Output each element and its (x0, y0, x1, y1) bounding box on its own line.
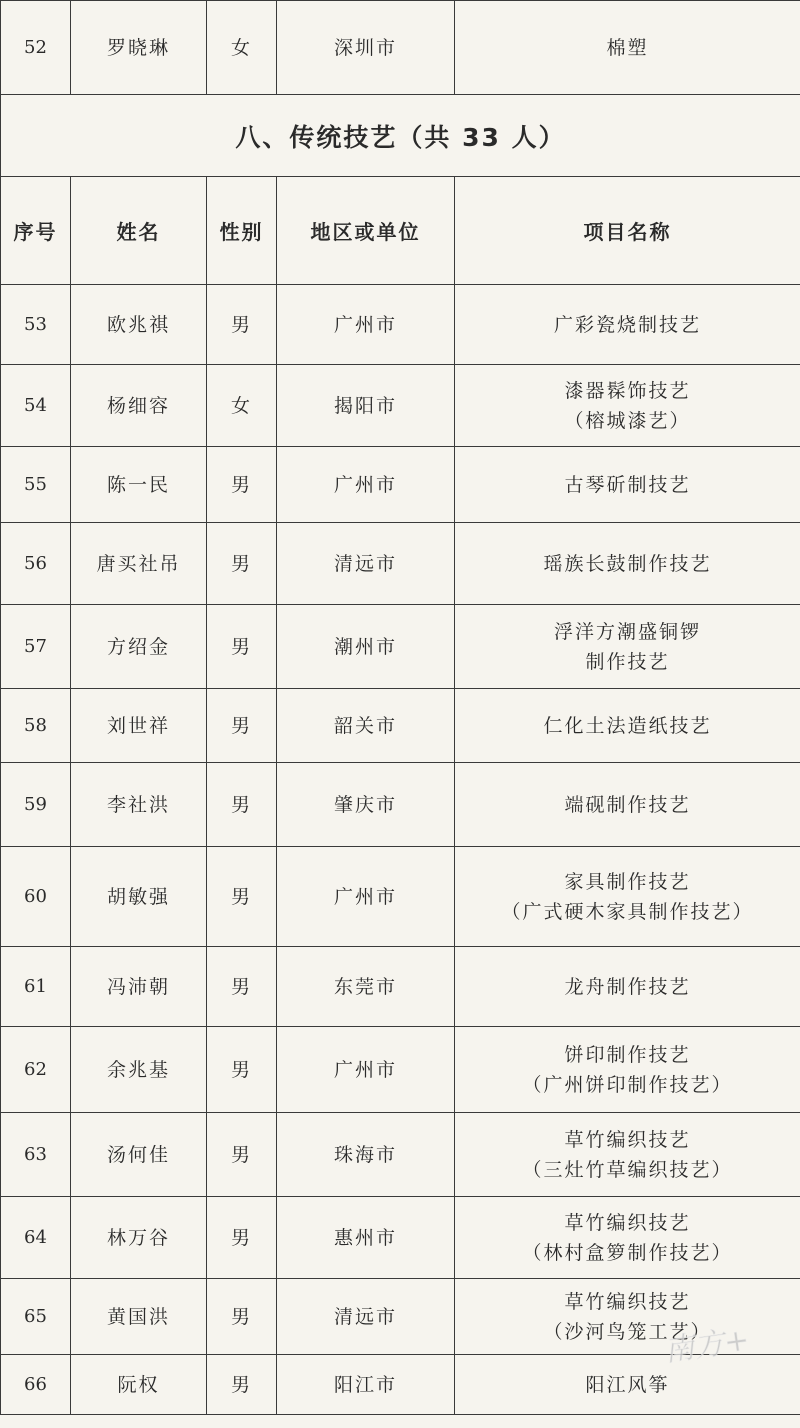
column-header-row (1, 177, 800, 285)
project-name-line: （三灶竹草编织技艺） (522, 1158, 733, 1181)
project-name (455, 689, 800, 763)
project-name-line: 仁化土法造纸技艺 (543, 714, 712, 737)
region: 清远市 (277, 1279, 455, 1355)
row-number: 64 (1, 1197, 71, 1279)
region: 珠海市 (277, 1113, 455, 1197)
project-name-line: （广州饼印制作技艺） (522, 1073, 733, 1096)
project-name-line: 饼印制作技艺 (564, 1043, 691, 1066)
gender: 男 (207, 1355, 277, 1415)
row-number: 65 (1, 1279, 71, 1355)
project-name (455, 605, 800, 689)
person-name: 余兆基 (71, 1027, 207, 1113)
project-name (455, 1197, 800, 1279)
table-row (1, 605, 800, 689)
project-name-line: 端砚制作技艺 (564, 793, 691, 816)
header-project: 项目名称 (455, 177, 800, 285)
person-name: 方绍金 (71, 605, 207, 689)
row-number: 59 (1, 763, 71, 847)
region: 清远市 (277, 523, 455, 605)
row-number: 61 (1, 947, 71, 1027)
project-name: 棉塑 (455, 1, 800, 95)
region: 广州市 (277, 847, 455, 947)
project-name (455, 1027, 800, 1113)
gender: 男 (207, 1197, 277, 1279)
project-name-line: 漆器髹饰技艺 (564, 379, 691, 402)
project-name-line: 家具制作技艺 (564, 870, 691, 893)
project-name-line: 草竹编织技艺 (564, 1290, 691, 1313)
project-name (455, 947, 800, 1027)
table-row (1, 763, 800, 847)
row-number: 66 (1, 1355, 71, 1415)
row-number: 62 (1, 1027, 71, 1113)
row-number: 52 (1, 1, 71, 95)
person-name: 罗晓琳 (71, 1, 207, 95)
project-name (455, 763, 800, 847)
person-name: 胡敏强 (71, 847, 207, 947)
gender: 男 (207, 605, 277, 689)
gender: 男 (207, 689, 277, 763)
table-row (1, 847, 800, 947)
project-name (455, 447, 800, 523)
person-name: 冯沛朝 (71, 947, 207, 1027)
project-name-line: 广彩瓷烧制技艺 (553, 313, 701, 336)
table-row (1, 947, 800, 1027)
project-name-line: 瑶族长鼓制作技艺 (543, 552, 712, 575)
header-gender: 性别 (207, 177, 277, 285)
table-row (1, 1, 800, 95)
project-name-line: 草竹编织技艺 (564, 1211, 691, 1234)
header-name: 姓名 (71, 177, 207, 285)
gender: 男 (207, 763, 277, 847)
table-row (1, 285, 800, 365)
table-row (1, 523, 800, 605)
region: 深圳市 (277, 1, 455, 95)
project-name-line: 浮洋方潮盛铜锣 (553, 620, 701, 643)
row-number: 58 (1, 689, 71, 763)
table-row (1, 447, 800, 523)
row-number: 56 (1, 523, 71, 605)
person-name: 杨细容 (71, 365, 207, 447)
person-name: 欧兆祺 (71, 285, 207, 365)
region: 阳江市 (277, 1355, 455, 1415)
project-name-line: （榕城漆艺） (564, 409, 691, 432)
gender: 男 (207, 1279, 277, 1355)
table-row (1, 365, 800, 447)
gender: 男 (207, 285, 277, 365)
person-name: 汤何佳 (71, 1113, 207, 1197)
person-name: 唐买社吊 (71, 523, 207, 605)
region: 广州市 (277, 285, 455, 365)
gender: 女 (207, 365, 277, 447)
row-number: 60 (1, 847, 71, 947)
person-name: 陈一民 (71, 447, 207, 523)
region: 东莞市 (277, 947, 455, 1027)
region: 惠州市 (277, 1197, 455, 1279)
gender: 女 (207, 1, 277, 95)
gender: 男 (207, 523, 277, 605)
project-name-line: 古琴斫制技艺 (564, 473, 691, 496)
row-number: 57 (1, 605, 71, 689)
project-name (455, 847, 800, 947)
project-name-line: （沙河鸟笼工艺） (543, 1320, 712, 1343)
person-name: 李社洪 (71, 763, 207, 847)
region: 潮州市 (277, 605, 455, 689)
gender: 男 (207, 1113, 277, 1197)
row-number: 53 (1, 285, 71, 365)
header-region: 地区或单位 (277, 177, 455, 285)
section-title: 八、传统技艺（共 33 人） (1, 95, 800, 177)
header-number: 序号 (1, 177, 71, 285)
table-row (1, 689, 800, 763)
gender: 男 (207, 847, 277, 947)
table-row (1, 1027, 800, 1113)
project-name (455, 523, 800, 605)
gender: 男 (207, 447, 277, 523)
region: 广州市 (277, 447, 455, 523)
section-header-row (1, 95, 800, 177)
person-name: 黄国洪 (71, 1279, 207, 1355)
row-number: 55 (1, 447, 71, 523)
gender: 男 (207, 947, 277, 1027)
table-row (1, 1113, 800, 1197)
project-name (455, 285, 800, 365)
row-number: 63 (1, 1113, 71, 1197)
project-name-line: 阳江风筝 (585, 1373, 670, 1396)
gender: 男 (207, 1027, 277, 1113)
project-name-line: 龙舟制作技艺 (564, 975, 691, 998)
project-name-line: （林村盒箩制作技艺） (522, 1241, 733, 1264)
project-name-line: 制作技艺 (585, 650, 670, 673)
region: 广州市 (277, 1027, 455, 1113)
region: 韶关市 (277, 689, 455, 763)
region: 肇庆市 (277, 763, 455, 847)
table-row (1, 1197, 800, 1279)
project-name (455, 365, 800, 447)
project-name-line: （广式硬木家具制作技艺） (501, 900, 754, 923)
project-name (455, 1113, 800, 1197)
project-name-line: 草竹编织技艺 (564, 1128, 691, 1151)
person-name: 刘世祥 (71, 689, 207, 763)
person-name: 阮权 (71, 1355, 207, 1415)
svg-text:南方+: 南方+ (662, 1322, 752, 1369)
person-name: 林万谷 (71, 1197, 207, 1279)
region: 揭阳市 (277, 365, 455, 447)
row-number: 54 (1, 365, 71, 447)
